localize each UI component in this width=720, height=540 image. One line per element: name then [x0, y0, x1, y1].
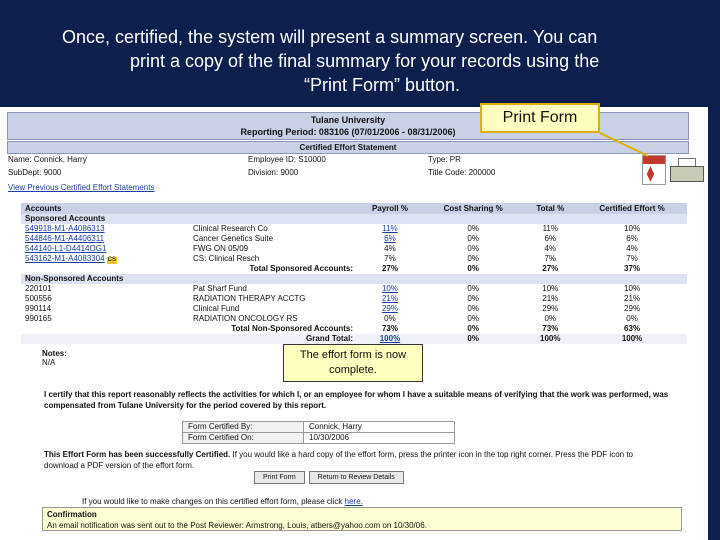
account-description: Cancer Genetics Suite [193, 234, 274, 243]
certified-on-value: 10/30/2006 [304, 433, 455, 444]
university-name: Tulane University [310, 115, 386, 125]
sponsored-total-payroll: 27% [381, 264, 398, 273]
certified-value: 0% [626, 314, 638, 323]
print-form-button[interactable]: Print Form [254, 471, 305, 484]
payroll-value[interactable]: 10% [381, 284, 398, 293]
account-link[interactable]: 543162-M1-A4083304 [25, 254, 105, 263]
total-value: 7% [544, 254, 557, 263]
account-description: RADIATION ONCOLOGY RS [193, 314, 298, 323]
certified-on-label: Form Certified On: [183, 433, 304, 444]
grand-total-certified: 100% [577, 334, 687, 344]
employee-id: Employee ID: S10000 [248, 155, 326, 164]
account-number: 990114 [25, 304, 52, 313]
col-payroll: Payroll % [357, 203, 423, 214]
print-form-callout: Print Form [480, 103, 600, 133]
account-description: RADIATION THERAPY ACCTG [193, 294, 306, 303]
employee-division: Division: 9000 [248, 168, 299, 177]
account-description: Clinical Fund [193, 304, 240, 313]
view-previous-link[interactable]: View Previous Certified Effort Statements [8, 183, 155, 192]
confirmation-text: An email notification was sent out to the Post Reviewer: Armstrong, Louis, atbers@yahoo.com on 10/30/06. [47, 521, 427, 530]
success-title: This Effort Form has been successfully Certified. [44, 450, 231, 459]
col-accounts: Accounts [21, 203, 189, 214]
reporting-period: Reporting Period: 083106 (07/01/2006 - 08/31/2006) [240, 127, 456, 137]
caption-line-1: Once, certified, the system will present a summary screen. You can [62, 27, 598, 47]
certified-value: 21% [624, 294, 641, 303]
sponsored-total-certified: 37% [624, 264, 641, 273]
account-description: CS: Clinical Resch [193, 254, 260, 263]
account-link[interactable]: 544846-M1-A4406311 [25, 234, 105, 243]
total-value: 6% [544, 234, 557, 243]
caption-line-2: print a copy of the final summary for your records using the [130, 51, 600, 71]
success-body: If you would like a hard copy of the effort form, press the printer icon in the top right corner. Press the PDF icon to download a PDF version of the effort form. [44, 450, 633, 470]
employee-name: Name: Connick, Harry [8, 155, 87, 164]
total-value: 4% [544, 244, 557, 253]
account-number: 500556 [25, 294, 52, 303]
change-request-text: If you would like to make changes on this certified effort form, please click [82, 497, 345, 506]
grand-total-cost-sharing: 0% [423, 334, 524, 344]
cost-share-badge: CS [107, 257, 116, 263]
certification-statement: I certify that this report reasonably reflects the activities for which I, or an employee for whom I have a suitable means of verifying that the work was performed, was compensated from Tulane University for the period covered by this report. [44, 390, 669, 410]
pdf-icon[interactable]: ⧫ [642, 155, 666, 185]
non-sponsored-total-total: 73% [542, 324, 559, 333]
cost-sharing-value: 0% [467, 294, 479, 303]
sponsored-section-label: Sponsored Accounts [21, 214, 687, 224]
certified-value: 7% [626, 254, 638, 263]
sponsored-total-cost-sharing: 0% [467, 264, 479, 273]
return-to-review-button[interactable]: Return to Review Details [309, 471, 404, 484]
non-sponsored-total-certified: 63% [624, 324, 641, 333]
account-link[interactable]: 549918-M1-A4086313 [25, 224, 105, 233]
sponsored-total-total: 27% [542, 264, 559, 273]
caption-line-3: “Print Form” button. [304, 75, 461, 95]
account-description: Clinical Research Co [193, 224, 268, 233]
certified-value: 29% [624, 304, 641, 313]
non-sponsored-total-payroll: 73% [381, 324, 398, 333]
grand-total-total: 100% [523, 334, 577, 344]
certified-value: 10% [624, 284, 641, 293]
cost-sharing-value: 0% [467, 244, 479, 253]
grand-total-payroll[interactable]: 100% [379, 334, 401, 343]
total-value: 11% [542, 224, 558, 233]
cost-sharing-value: 0% [467, 224, 479, 233]
notes-value: N/A [42, 358, 56, 367]
payroll-value: 0% [384, 314, 396, 323]
change-here-link[interactable]: here. [344, 497, 363, 506]
col-total: Total % [523, 203, 577, 214]
cost-sharing-value: 0% [467, 304, 479, 313]
total-value: 10% [542, 284, 559, 293]
non-sponsored-total-cost-sharing: 0% [467, 324, 479, 333]
account-number: 990165 [25, 314, 52, 323]
certified-statement-title: Certified Effort Statement [7, 141, 689, 154]
total-value: 21% [542, 294, 559, 303]
certified-value: 6% [626, 234, 638, 243]
grand-total-label: Grand Total: [189, 334, 357, 344]
col-cost-sharing: Cost Sharing % [423, 203, 524, 214]
payroll-value[interactable]: 29% [381, 304, 398, 313]
cost-sharing-value: 0% [467, 314, 479, 323]
cost-sharing-value: 0% [467, 254, 479, 263]
payroll-value: 4% [384, 244, 396, 253]
confirmation-label: Confirmation [47, 510, 97, 519]
notes-label: Notes: [42, 349, 67, 358]
col-certified: Certified Effort % [577, 203, 687, 214]
account-link[interactable]: 544140-L1-D4414OG1 [25, 244, 107, 253]
total-value: 29% [542, 304, 559, 313]
payroll-value[interactable]: 11% [382, 224, 398, 233]
payroll-value[interactable]: 6% [384, 234, 396, 243]
non-sponsored-section-label: Non-Sponsored Accounts [21, 274, 687, 284]
cost-sharing-value: 0% [467, 234, 479, 243]
certified-by-value: Connick, Harry [304, 422, 455, 433]
payroll-value[interactable]: 21% [381, 294, 398, 303]
payroll-value: 7% [384, 254, 396, 263]
certified-value: 10% [624, 224, 641, 233]
certified-value: 4% [626, 244, 638, 253]
certified-by-label: Form Certified By: [183, 422, 304, 433]
sponsored-total-label: Total Sponsored Accounts: [249, 264, 353, 273]
complete-line-2: complete. [329, 364, 377, 376]
account-number: 220101 [25, 284, 52, 293]
total-value: 0% [544, 314, 557, 323]
employee-title-code: Title Code: 200000 [428, 168, 496, 177]
complete-line-1: The effort form is now [299, 349, 407, 361]
non-sponsored-total-label: Total Non-Sponsored Accounts: [231, 324, 353, 333]
account-description: FWG ON 05/09 [193, 244, 249, 253]
employee-subdept: SubDept: 9000 [8, 168, 62, 177]
employee-type: Type: PR [428, 155, 461, 164]
cost-sharing-value: 0% [467, 284, 479, 293]
account-description: Pat Sharf Fund [193, 284, 247, 293]
